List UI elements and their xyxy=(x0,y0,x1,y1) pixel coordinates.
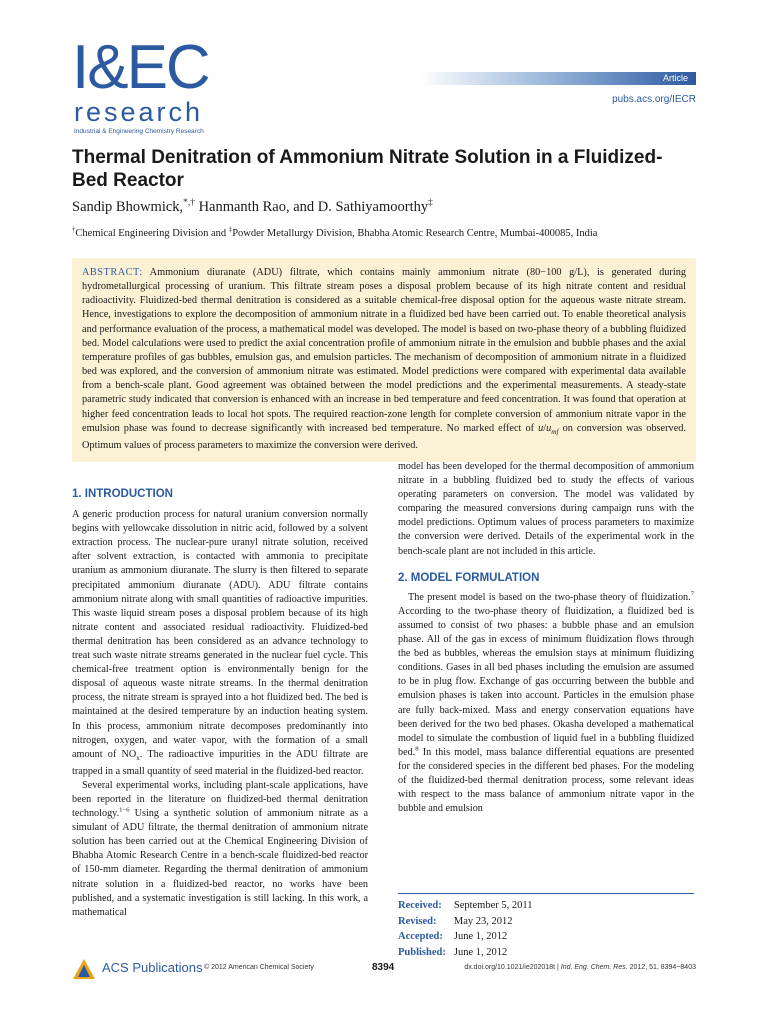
affil-mark-2: ‡ xyxy=(228,226,233,234)
abstract-box: ABSTRACT: Ammonium diuranate (ADU) filtrate, which contains mainly ammonium nitrate (80−100 g/L), is generated during hydrometallurgical processing of uranium. This filtrate stream poses a disposal problem because of its high nitrate content and residual radioactivity. Fluidized-bed thermal denitration is considered as a suitable chemical-free disposal option for the aqueous waste nitrate stream. Hence, investigations to explore the decomposition of ammonium nitrate in a fluidized bed have been carried out. To enable theoretical analysis and performance evaluation of the process, a mathematical model was developed. The model is based on two-phase theory of a bubbling fluidized bed. Model calculations were used to predict the axial concentration profile of ammonium nitrate in the emulsion and bubble phases and the axial temperature profiles of gas bubbles, emulsion gas, and emulsion particles. The mechanism of decomposition of ammonium nitrate in a fluidized bed was explored, and the conversion of ammonium nitrate was estimated. Model predictions were compared with experimental data available from a bench-scale plant. Good agreement was obtained between the model predictions and the experimental measurements. A steady-state parametric study indicated that conversion is enhanced with an increase in bed temperature and feed concentration. It was found that operation at higher feed concentration leads to local hot spots. The required reaction-zone length for complete conversion of ammonium nitrate vapor in the emulsion phase was found to decrease significantly with increased bed temperature. No marked effect of $u/u_{mf}$ on conversion was observed. Optimum values of process parameters to maximize the conversion were derived. xyxy=(72,258,696,462)
section-heading-introduction: 1. INTRODUCTION xyxy=(72,488,173,500)
abstract-var-mf: mf xyxy=(551,427,559,436)
model-paragraph-1: The present model is based on the two-phase theory of fluidization.$^7$ According to the two-phase theory of fluidization, a fluidized bed is assumed to consist of two phases: a bubble phase and an emulsion phase. All of the gas in excess of minimum fluidization flows through the bed as bubbles, whereas the emulsion stays at minimum fluidizing conditions. Gases in all bed phases including the emulsion are assumed to be in plug flow. Exchange of gas occurring between the bubble and emulsion phases is taken into account. Particles in the emulsion phase are fully back-mixed. Mass and energy conservation equations have been derived for the two bed phases. Okasha developed a mathematical model to simulate the combustion of liquid fuel in a bubbling fluidized bed.$^8$ In this model, mass balance differential equations are presented for the considered species in the different bed phases. For the modeling of the fluidized-bed thermal denitration process, some relevant ideas with respect to the mass balance of ammonium nitrate vapor in the bubble and emulsion xyxy=(398,590,694,815)
author-3-mark: ‡ xyxy=(428,198,433,209)
affil-text-2: Powder Metallurgy Division, Bhabha Atomic Research Centre, Mumbai-400085, India xyxy=(232,228,598,239)
affil-mark-1: † xyxy=(72,226,76,234)
doi-citation[interactable]: dx.doi.org/10.1021/ie202018t | Ind. Eng. Chem. Res. 2012, 51, 8394−8403 xyxy=(464,964,696,971)
author-2-3: Hanmanth Rao, and D. Sathiyamoorthy xyxy=(194,199,429,215)
author-1-marks: *,† xyxy=(183,198,195,209)
journal-logo xyxy=(72,33,232,135)
page-footer xyxy=(72,958,696,980)
affiliation xyxy=(72,228,597,239)
article-type-bar xyxy=(420,72,696,85)
intro-paragraph-2: Several experimental works, including plant-scale applications, have been reported in the literature on fluidized-bed thermal denitration technology.$^{1-6}$ Using a synthetic solution of ammonium nitrate as a simulant of ADU filtrate, the thermal denitration of ammonium nitrate solution has been carried out at the Chemical Engineering Division of Bhabha Atomic Research Centre in a bench-scale fluidized-bed reactor of 150-mm diameter. Regarding the thermal denitration of ammonium nitrate solution in a fluidized-bed reactor, no works have been published, and a systematic investigation is still lacking. In this work, a mathematical xyxy=(72,779,368,918)
left-column xyxy=(72,487,368,920)
section-heading-model-formulation: 2. MODEL FORMULATION xyxy=(398,571,540,584)
abstract-var-u: u xyxy=(538,422,544,434)
citation-ref[interactable]: 1−6 xyxy=(119,806,130,814)
abstract-var-umf: u xyxy=(546,422,552,434)
intro-paragraph-continued: model has been developed for the thermal decomposition of ammonium nitrate in a bubbling fluidized bed to study the effects of various operating parameters on conversion. The model was validated by comparing the measured conversions during campaign runs with the model predictions. Optimum values of process parameters to maximize the conversion were derived. Details of the experimental work in the bench-scale plant are not included in this article. xyxy=(398,461,694,557)
author-1: Sandip Bhowmick, xyxy=(72,199,184,215)
journal-url[interactable]: pubs.acs.org/IECR xyxy=(612,94,696,105)
abstract-text: Ammonium diuranate (ADU) filtrate, which contains mainly ammonium nitrate (80−100 g/L), is generated during hydrometallurgical processing of uranium. This filtrate stream poses a disposal problem because of its high nitrate content and residual radioactivity. Fluidized-bed thermal denitration is considered as a suitable chemical-free disposal option for the aqueous waste nitrate stream. Hence, investigations to explore the decomposition of ammonium nitrate in a fluidized bed have been carried out. To enable theoretical analysis and performance evaluation of the process, a mathematical model was developed. The model is based on two-phase theory of a bubbling fluidized bed. Model calculations were used to predict the axial concentration profile of ammonium nitrate in the emulsion and bubble phases and the axial temperature profiles of gas bubbles, emulsion gas, and emulsion particles. The mechanism of decomposition of ammonium nitrate in a fluidized bed was explored, and the conversion of ammonium nitrate was estimated. Model predictions were compared with experimental data available from a bench-scale plant. Good agreement was obtained between the model predictions and the experimental measurements. A steady-state parametric study indicated that conversion is enhanced with an increase in bed temperature and feed concentration. It was found that operation at higher feed concentration leads to local hot spots. The required reaction-zone length for complete conversion of ammonium nitrate vapor in the emulsion phase was found to decrease significantly with increased bed temperature. No marked effect of xyxy=(82,267,686,434)
citation-ref[interactable]: 7 xyxy=(690,590,694,598)
abstract-label: ABSTRACT: xyxy=(82,267,143,278)
publisher-name[interactable]: ACS Publications xyxy=(102,960,203,975)
date-row-revised: Revised: May 23, 2012 xyxy=(398,915,513,927)
date-row-received: Received: September 5, 2011 xyxy=(398,900,533,911)
paper-title: Thermal Denitration of Ammonium Nitrate Solution in a Fluidized-Bed Reactor xyxy=(72,147,663,191)
acs-logo-icon xyxy=(72,958,96,980)
right-column xyxy=(398,460,694,816)
page-number: 8394 xyxy=(372,962,395,973)
date-row-published: Published: June 1, 2012 xyxy=(398,946,508,958)
author-list xyxy=(72,199,433,216)
logo-main-text: I&EC xyxy=(72,33,209,102)
date-row-accepted: Accepted: June 1, 2012 xyxy=(398,931,508,942)
affil-text-1: Chemical Engineering Division and xyxy=(75,228,229,239)
logo-tagline: Industrial & Engineering Chemistry Research xyxy=(74,128,204,135)
copyright: © 2012 American Chemical Society xyxy=(204,964,314,971)
intro-paragraph-1: A generic production process for natural uranium conversion normally begins with yellowcake dissolution in nitric acid, followed by a solvent extraction process. The nuclear-pure uranyl nitrate solution, received after solvent extraction, is contacted with ammonia to precipitate uranium as ammonium diuranate. The slurry is then filtered to separate precipitated ammonium diuranate (ADU). ADU filtrate contains ammonium nitrate along with small quantities of radioactive impurities. This waste liquid stream poses a disposal problem because of its high nitrate content and associated residual radioactivity. Fluidized-bed thermal denitration has been considered as an advance technology to treat such waste nitrate streams generated in the nuclear fuel cycle. This chemical-free treatment option is environmentally benign for the disposal of aqueous waste nitrate streams. In the thermal denitration process, the nitrate stream is sprayed into a hot fluidized bed. The bed is maintained at the desired temperature by an induction heating system. In this process, ammonium nitrate decomposes predominantly into nitrogen, oxygen, and water vapor, with the formation of a small amount of $NO_x$. The radioactive impurities in the ADU filtrate are trapped in a small quantity of seed material in the fluidized-bed reactor. xyxy=(72,509,368,777)
article-history xyxy=(398,893,694,960)
logo-sub-text: research xyxy=(74,97,204,127)
article-type-label: Article xyxy=(662,73,688,83)
citation-ref[interactable]: 8 xyxy=(415,745,419,753)
abstract-tail: on conversion was observed. Optimum values of process parameters to maximize the conversion were derived. xyxy=(82,422,686,451)
